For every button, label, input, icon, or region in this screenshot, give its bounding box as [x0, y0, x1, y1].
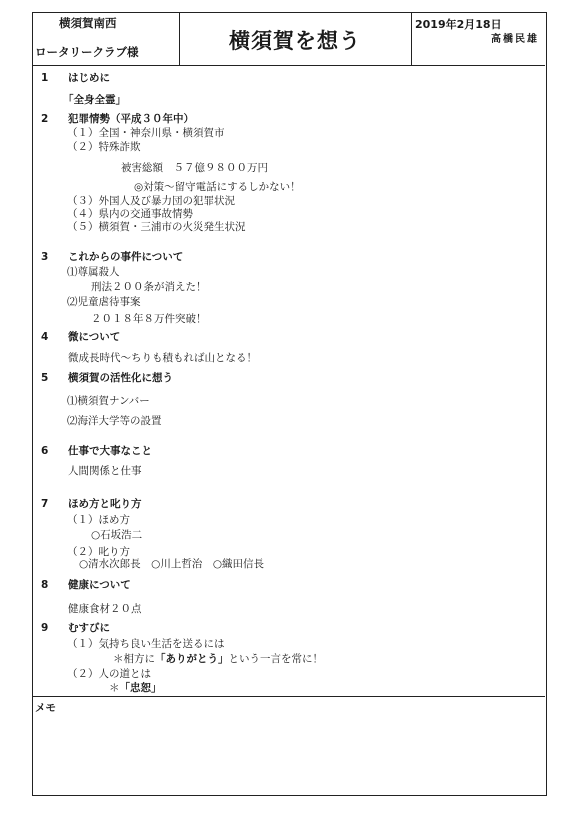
- section-9-item-1-detail-emphasis: 「ありがとう」: [155, 653, 229, 665]
- page-title: 横須賀を想う: [229, 29, 361, 53]
- section-1-number: 1: [41, 72, 49, 84]
- section-3-heading: これからの事件について: [68, 251, 184, 263]
- section-2-heading: 犯罪情勢（平成３０年中）: [68, 113, 194, 125]
- section-4-number: 4: [41, 331, 49, 343]
- section-7-heading: ほめ方と叱り方: [68, 498, 142, 510]
- section-2-item-2-amount: 被害総額 ５７億９８００万円: [121, 162, 268, 174]
- header-table: [33, 13, 545, 66]
- memo-divider: [33, 696, 545, 697]
- section-7-item-1-example: ○石坂浩二: [91, 529, 143, 541]
- handout-sheet: [32, 12, 547, 796]
- section-1-heading: はじめに: [68, 72, 110, 84]
- section-7-item-1: （１）ほめ方: [67, 514, 130, 526]
- memo-label: メモ: [35, 702, 56, 714]
- section-9-number: 9: [41, 622, 49, 634]
- section-9-item-1-detail-suffix: という一言を常に！: [228, 653, 323, 665]
- section-1-text: 「全身全霊」: [63, 94, 126, 106]
- section-7-item-2: （２）叱り方: [67, 546, 130, 558]
- section-3-item-1-detail: 刑法２００条が消えた！: [91, 281, 207, 293]
- section-9-item-1-detail-prefix: ＊相方に: [113, 653, 155, 665]
- section-3-number: 3: [41, 251, 49, 263]
- header-date-cell: [411, 13, 545, 65]
- section-3-item-1: ⑴尊属殺人: [67, 266, 120, 278]
- section-2-item-1: （１）全国・神奈川県・横須賀市: [67, 127, 225, 139]
- section-6-text: 人間関係と仕事: [68, 465, 142, 477]
- header-title-cell: [179, 13, 412, 65]
- section-2-number: 2: [41, 113, 49, 125]
- section-9-item-1: （１）気持ち良い生活を送るには: [67, 638, 225, 650]
- date: 2019年2月18日: [415, 18, 502, 31]
- section-3-item-2: ⑵児童虐待事案: [67, 296, 141, 308]
- section-8-text: 健康食材２０点: [68, 603, 142, 615]
- section-9-heading: むすびに: [68, 622, 110, 634]
- section-2-item-2: （２）特殊詐欺: [67, 141, 141, 153]
- section-4-text: 微成長時代～ちりも積もれば山となる！: [68, 352, 257, 364]
- section-2-item-4: （４）県内の交通事故情勢: [67, 208, 193, 220]
- section-5-heading: 横須賀の活性化に想う: [68, 372, 173, 384]
- section-5-item-1: ⑴横須賀ナンバー: [67, 395, 150, 407]
- section-5-number: 5: [41, 372, 49, 384]
- speaker-name: 高橋民雄: [491, 34, 539, 45]
- header-organization-cell: [33, 13, 180, 65]
- section-8-heading: 健康について: [68, 579, 131, 591]
- section-9-item-1-detail: [113, 653, 323, 665]
- section-6-heading: 仕事で大事なこと: [68, 445, 152, 457]
- section-7-number: 7: [41, 498, 49, 510]
- organization-line-2: ロータリークラブ様: [35, 45, 139, 59]
- section-9-item-2: （２）人の道とは: [67, 668, 151, 680]
- section-6-number: 6: [41, 445, 49, 457]
- organization-line-1: 横須賀南西: [59, 16, 117, 30]
- section-7-item-2-examples: ○清水次郎長 ○川上哲治 ○織田信長: [79, 558, 264, 570]
- section-2-item-5: （５）横須賀・三浦市の火災発生状況: [67, 221, 246, 233]
- section-2-item-2-countermeasure: ◎対策～留守電話にするしかない！: [134, 181, 301, 193]
- section-2-item-3: （３）外国人及び暴力団の犯罪状況: [67, 195, 235, 207]
- section-4-heading: 微について: [68, 331, 121, 343]
- section-9-item-2-detail-prefix: ＊: [109, 682, 120, 694]
- section-9-item-2-detail-emphasis: 「忠恕」: [119, 682, 162, 694]
- section-5-item-2: ⑵海洋大学等の設置: [67, 415, 162, 427]
- section-8-number: 8: [41, 579, 49, 591]
- section-3-item-2-detail: ２０１８年８万件突破！: [91, 313, 207, 325]
- section-9-item-2-detail: [109, 682, 162, 694]
